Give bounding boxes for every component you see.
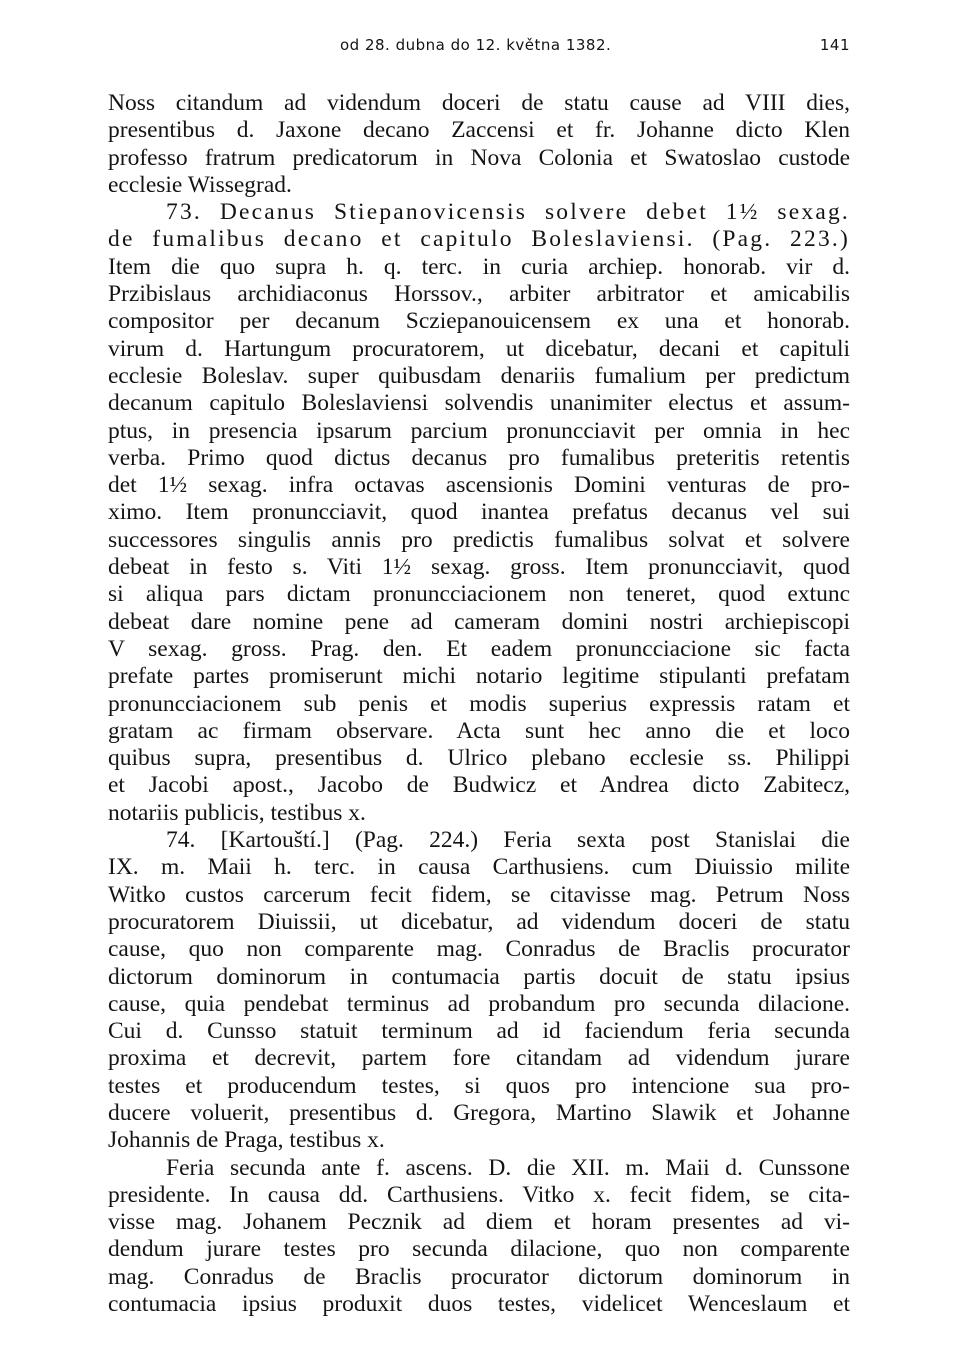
text-line: professo fratrum predicatorum in Nova Colonia et Swatoslao custode [108,144,850,171]
text-line: decanum capitulo Boleslaviensi solvendis unanimiter electus et assum- [108,390,850,417]
text-line: prefate partes promiserunt michi notario legitime stipulanti prefatam [108,663,850,690]
text-line: Noss citandum ad videndum doceri de statu cause ad VIII dies, [108,90,850,116]
paragraph-start-line: Feria secunda ante f. ascens. D. die XII. m. Maii d. Cunssone [166,1154,850,1181]
running-title: od 28. dubna do 12. května 1382. [340,36,612,54]
text-line: presidente. In causa dd. Carthusiens. Vitko x. fecit fidem, se cita- [108,1181,850,1208]
text-line: pronuncciacionem sub penis et modis superius expressis ratam et [108,690,850,717]
text-line: cause, quia pendebat terminus ad probandum pro secunda dilacione. [108,990,850,1017]
text-line: procuratorem Diuissii, ut dicebatur, ad videndum doceri de statu [108,908,850,935]
text-line: presentibus d. Jaxone decano Zaccensi et fr. Johanne dicto Klen [108,117,850,144]
text-line: si aliqua pars dictam pronuncciacionem non teneret, quod extunc [108,581,850,608]
text-line: successores singulis annis pro predictis fumalibus solvat et solvere [108,526,850,553]
entry-heading-line: de fumalibus decano et capitulo Boleslaviensi. (Pag. 223.) [108,226,850,253]
text-line: gratam ac firmam observare. Acta sunt hec anno die et loco [108,717,850,744]
text-line: compositor per decanum Scziepanouicensem ex una et honorab. [108,308,850,335]
text-line: testes et producendum testes, si quos pro intencione sua pro- [108,1072,850,1099]
text-line: proxima et decrevit, partem fore citandam ad videndum jurare [108,1045,850,1072]
text-line: IX. m. Maii h. terc. in causa Carthusiens. cum Diuissio milite [108,854,850,881]
text-line: ximo. Item pronuncciavit, quod inantea prefatus decanus vel sui [108,499,850,526]
text-line: cause, quo non comparente mag. Conradus de Braclis procurator [108,936,850,963]
text-line: ecclesie Wissegrad. [108,171,292,198]
text-line: det 1½ sexag. infra octavas ascensionis Domini venturas de pro- [108,472,850,499]
text-line: et Jacobi apost., Jacobo de Budwicz et Andrea dicto Zabitecz, [108,772,850,799]
text-line: ducere voluerit, presentibus d. Gregora, Martino Slawik et Johanne [108,1099,850,1126]
text-line: quibus supra, presentibus d. Ulrico plebano ecclesie ss. Philippi [108,745,850,772]
body-text [108,90,850,1318]
text-line: ecclesie Boleslav. super quibusdam denariis fumalium per predictum [108,362,850,389]
text-line: virum d. Hartungum procuratorem, ut dicebatur, decani et capituli [108,335,850,362]
text-line: Witko custos carcerum fecit fidem, se citavisse mag. Petrum Noss [108,881,850,908]
text-line: Johannis de Praga, testibus x. [108,1127,385,1154]
text-line: notariis publicis, testibus x. [108,799,366,826]
running-head [108,36,850,62]
text-line: ptus, in presencia ipsarum parcium pronuncciavit per omnia in hec [108,417,850,444]
text-line: Przibislaus archidiaconus Horssov., arbiter arbitrator et amicabilis [108,281,850,308]
text-line: dendum jurare testes pro secunda dilacione, quo non comparente [108,1236,850,1263]
text-line: visse mag. Johanem Pecznik ad diem et horam presentes ad vi- [108,1209,850,1236]
text-line: V sexag. gross. Prag. den. Et eadem pronuncciacione sic facta [108,635,850,662]
text-line: Item die quo supra h. q. terc. in curia archiep. honorab. vir d. [108,253,850,280]
text-line: contumacia ipsius produxit duos testes, videlicet Wenceslaum et [108,1291,850,1318]
text-line: mag. Conradus de Braclis procurator dictorum dominorum in [108,1263,850,1290]
text-line: dictorum dominorum in contumacia partis docuit de statu ipsius [108,963,850,990]
text-line: Cui d. Cunsso statuit terminum ad id faciendum feria secunda [108,1018,850,1045]
text-line: verba. Primo quod dictus decanus pro fumalibus preteritis retentis [108,444,850,471]
page-number: 141 [819,36,850,54]
entry-heading-line: 73. Decanus Stiepanovicensis solvere debet 1½ sexag. [166,199,850,226]
text-line: debeat dare nomine pene ad cameram domini nostri archiepiscopi [108,608,850,635]
text-line: debeat in festo s. Viti 1½ sexag. gross. Item pronuncciavit, quod [108,554,850,581]
entry-heading-line: 74. [Kartouští.] (Pag. 224.) Feria sexta post Stanislai die [166,827,850,854]
